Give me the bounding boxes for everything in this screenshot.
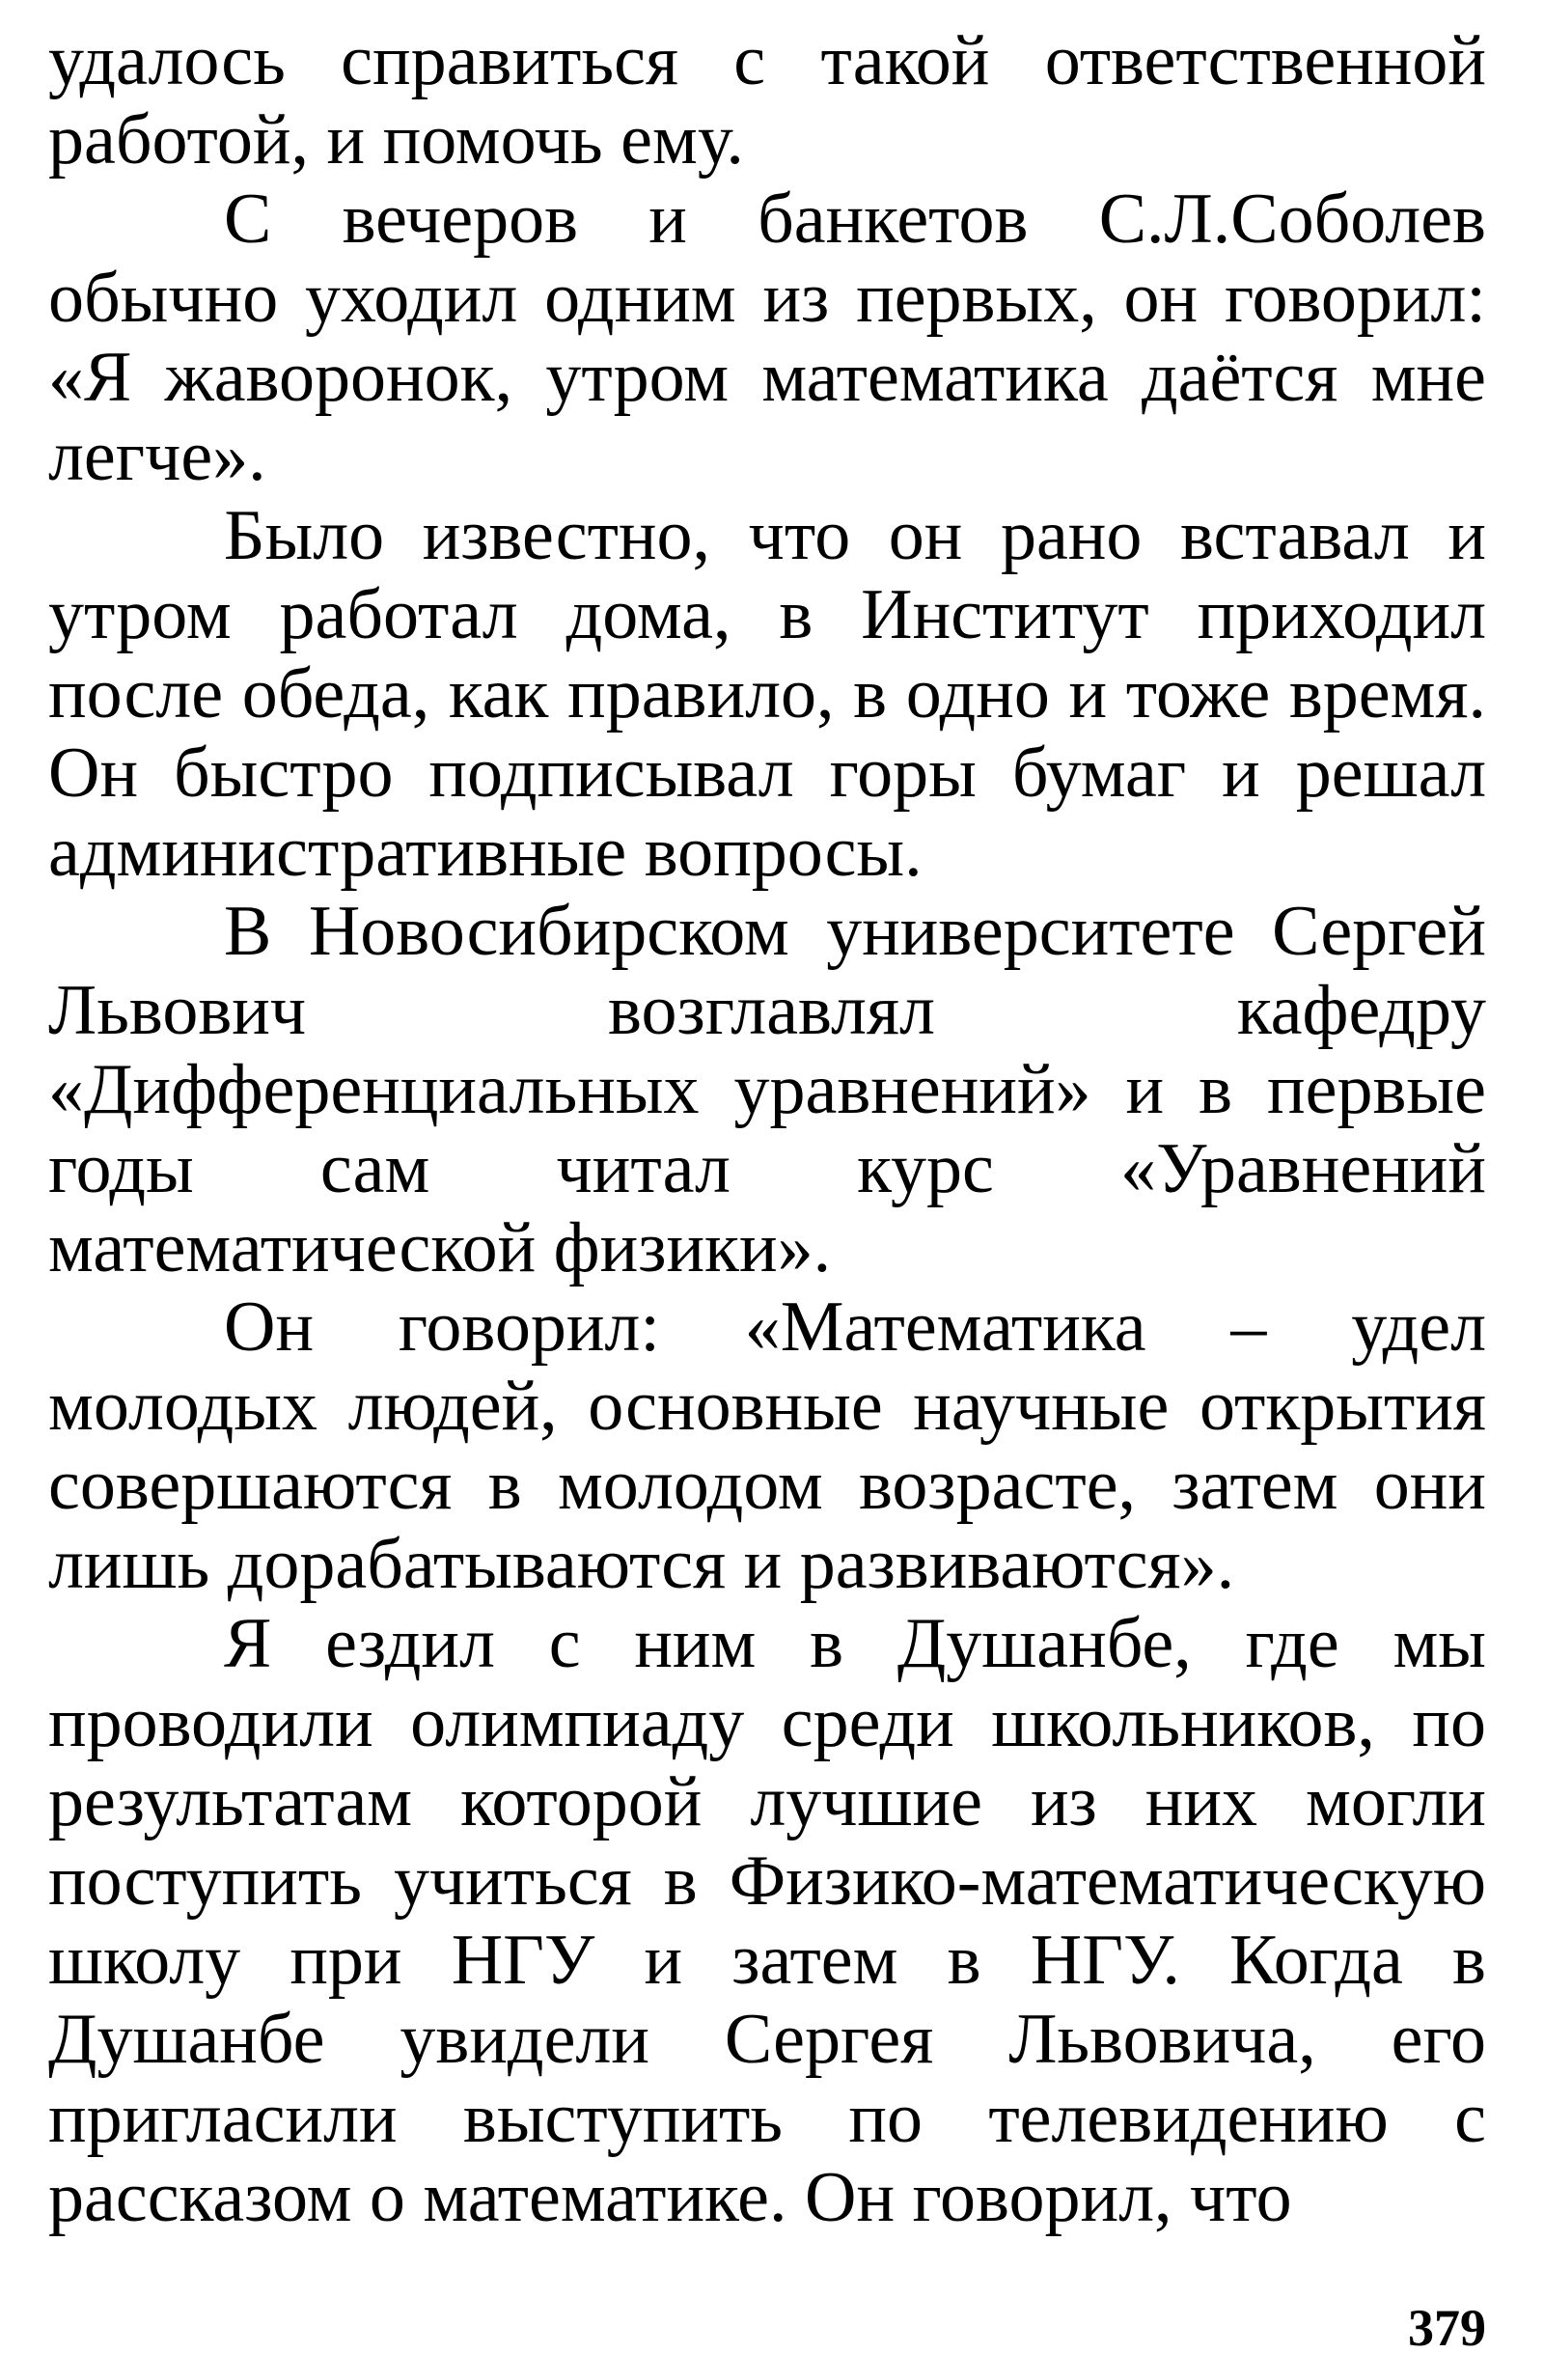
paragraph-2: С вечеров и банкетов С.Л.Соболев обычно уходил одним из первых, он говорил: «Я жаворонок, утром математика даётся мне легче». <box>48 180 1486 496</box>
page-number: 379 <box>1408 2299 1486 2357</box>
paragraph-3: Было известно, что он рано вставал и утром работал дома, в Институт приходил после обеда, как правило, в одно и тоже время. Он быстро подписывал горы бумаг и решал административные вопросы. <box>48 496 1486 892</box>
paragraph-4: В Новосибирском университете Сергей Львович возглавлял кафедру «Дифференциальных уравнений» и в первые годы сам читал курс «Уравнений математической физики». <box>48 892 1486 1287</box>
paragraph-1: удалось справиться с такой ответственной работой, и помочь ему. <box>48 21 1486 180</box>
paragraph-5: Он говорил: «Математика – удел молодых людей, основные научные открытия совершаются в молодом возрасте, затем они лишь дорабатываются и развиваются». <box>48 1287 1486 1604</box>
paragraph-6: Я ездил с ним в Душанбе, где мы проводили олимпиаду среди школьников, по результатам которой лучшие из них могли поступить учиться в Физико-математическую школу при НГУ и затем в НГУ. Когда в Душанбе увидели Сергея Львовича, его пригласили выступить по телевидению с рассказом о математике. Он говорил, что <box>48 1604 1486 2237</box>
